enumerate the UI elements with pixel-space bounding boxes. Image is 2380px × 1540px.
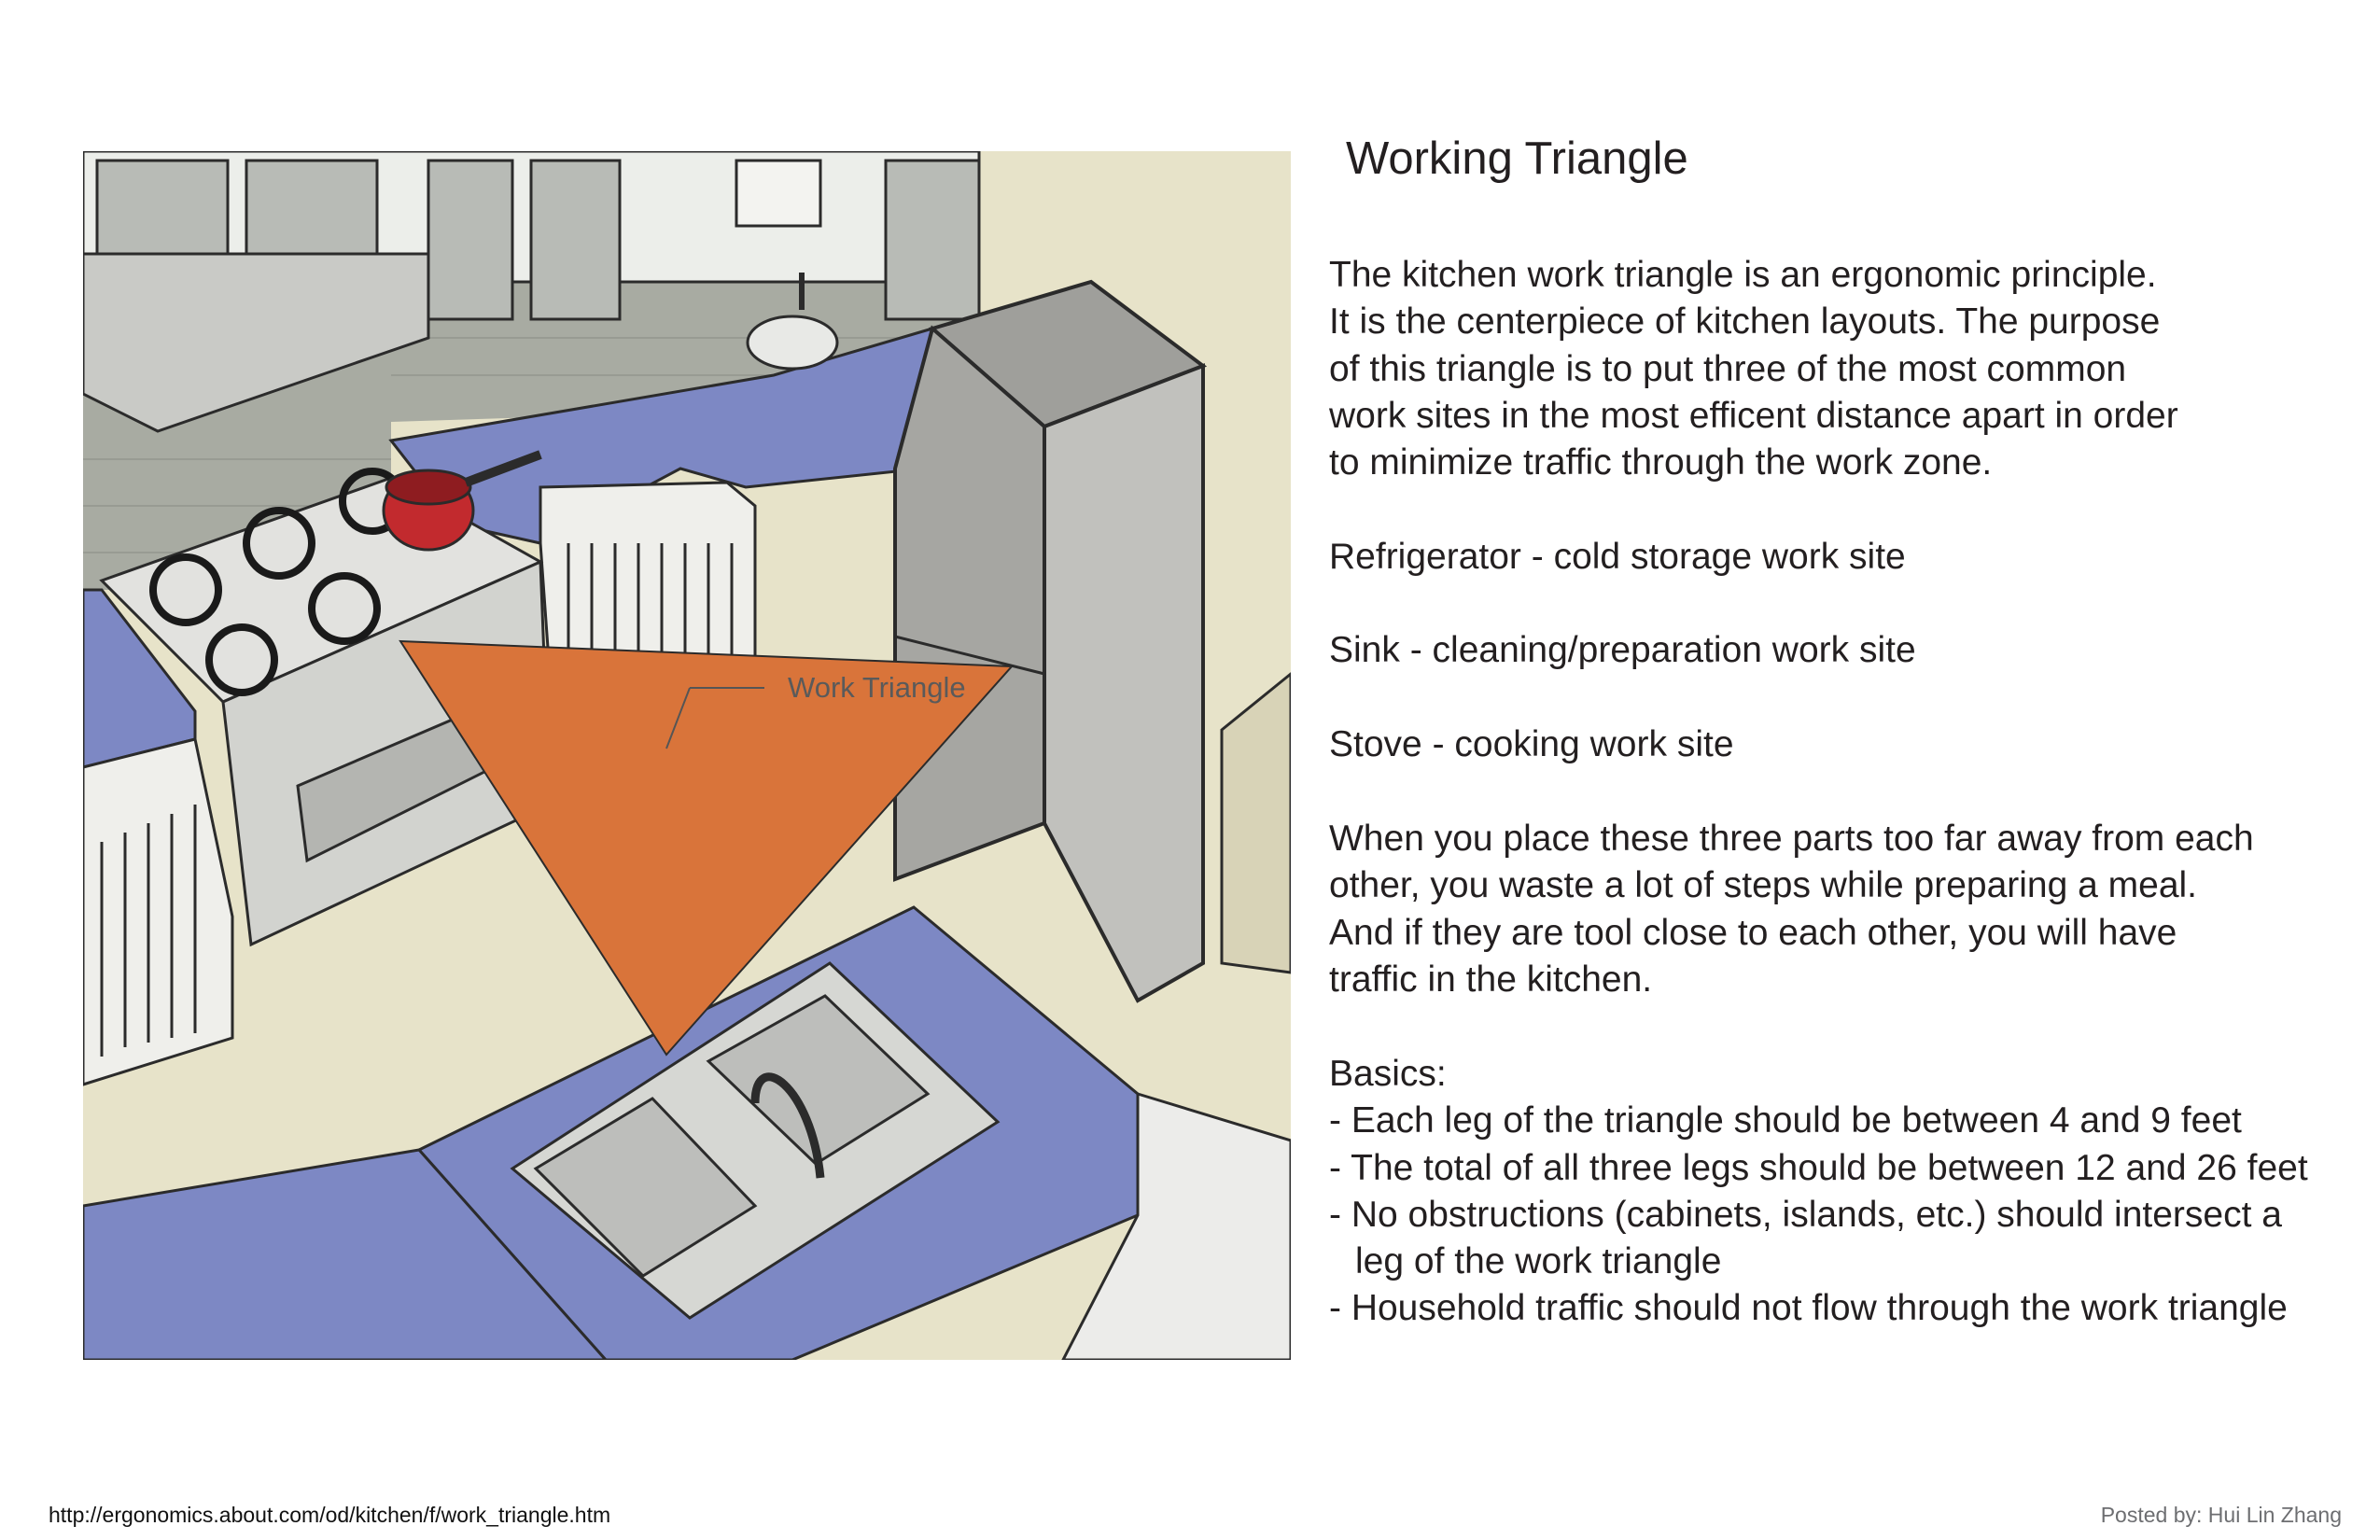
basics-item: - No obstructions (cabinets, islands, etc.) should intersect a — [1329, 1194, 2282, 1235]
basics-item-continuation: leg of the work triangle — [1355, 1241, 1722, 1282]
corner-sink — [748, 316, 837, 369]
basics-item: - The total of all three legs should be between 12 and 26 feet — [1329, 1147, 2308, 1188]
intro-line: to minimize traffic through the work zone. — [1329, 442, 1993, 483]
triangle-label: Work Triangle — [788, 671, 966, 704]
placement-line: When you place these three parts too far away from each — [1329, 819, 2254, 859]
site-sink — [1329, 627, 1916, 674]
site-line: Stove - cooking work site — [1329, 724, 1734, 764]
site-line: Sink - cleaning/preparation work site — [1329, 630, 1916, 670]
placement-line: other, you waste a lot of steps while preparing a meal. — [1329, 865, 2198, 906]
intro-line: The kitchen work triangle is an ergonomic principle. — [1329, 255, 2157, 295]
basics-list — [1329, 1051, 2308, 1333]
author-credit: Posted by: Hui Lin Zhang — [2100, 1503, 2342, 1527]
placement-line: And if they are tool close to each other, you will have — [1329, 912, 2177, 953]
kitchen-illustration — [83, 151, 1291, 1360]
placement-line: traffic in the kitchen. — [1329, 959, 1653, 1000]
placement-paragraph — [1329, 816, 2254, 1003]
intro-line: It is the centerpiece of kitchen layouts. The purpose — [1329, 301, 2161, 343]
refrigerator-side — [895, 329, 1044, 879]
source-url: http://ergonomics.about.com/od/kitchen/f/work_triangle.htm — [49, 1503, 611, 1527]
intro-line: work sites in the most efficent distance apart in order — [1329, 395, 2178, 436]
basics-item: - Household traffic should not flow through the work triangle — [1329, 1288, 2288, 1329]
site-line: Refrigerator - cold storage work site — [1329, 537, 1906, 577]
intro-paragraph — [1329, 252, 2178, 486]
site-stove — [1329, 721, 1734, 768]
page-title: Working Triangle — [1346, 133, 1688, 184]
intro-line: of this triangle is to put three of the most common — [1329, 348, 2127, 389]
site-refrigerator — [1329, 534, 1906, 581]
basics-item: - Each leg of the triangle should be between 4 and 9 feet — [1329, 1100, 2242, 1141]
corner-cabinet — [540, 483, 755, 674]
basics-heading: Basics: — [1329, 1054, 1447, 1094]
